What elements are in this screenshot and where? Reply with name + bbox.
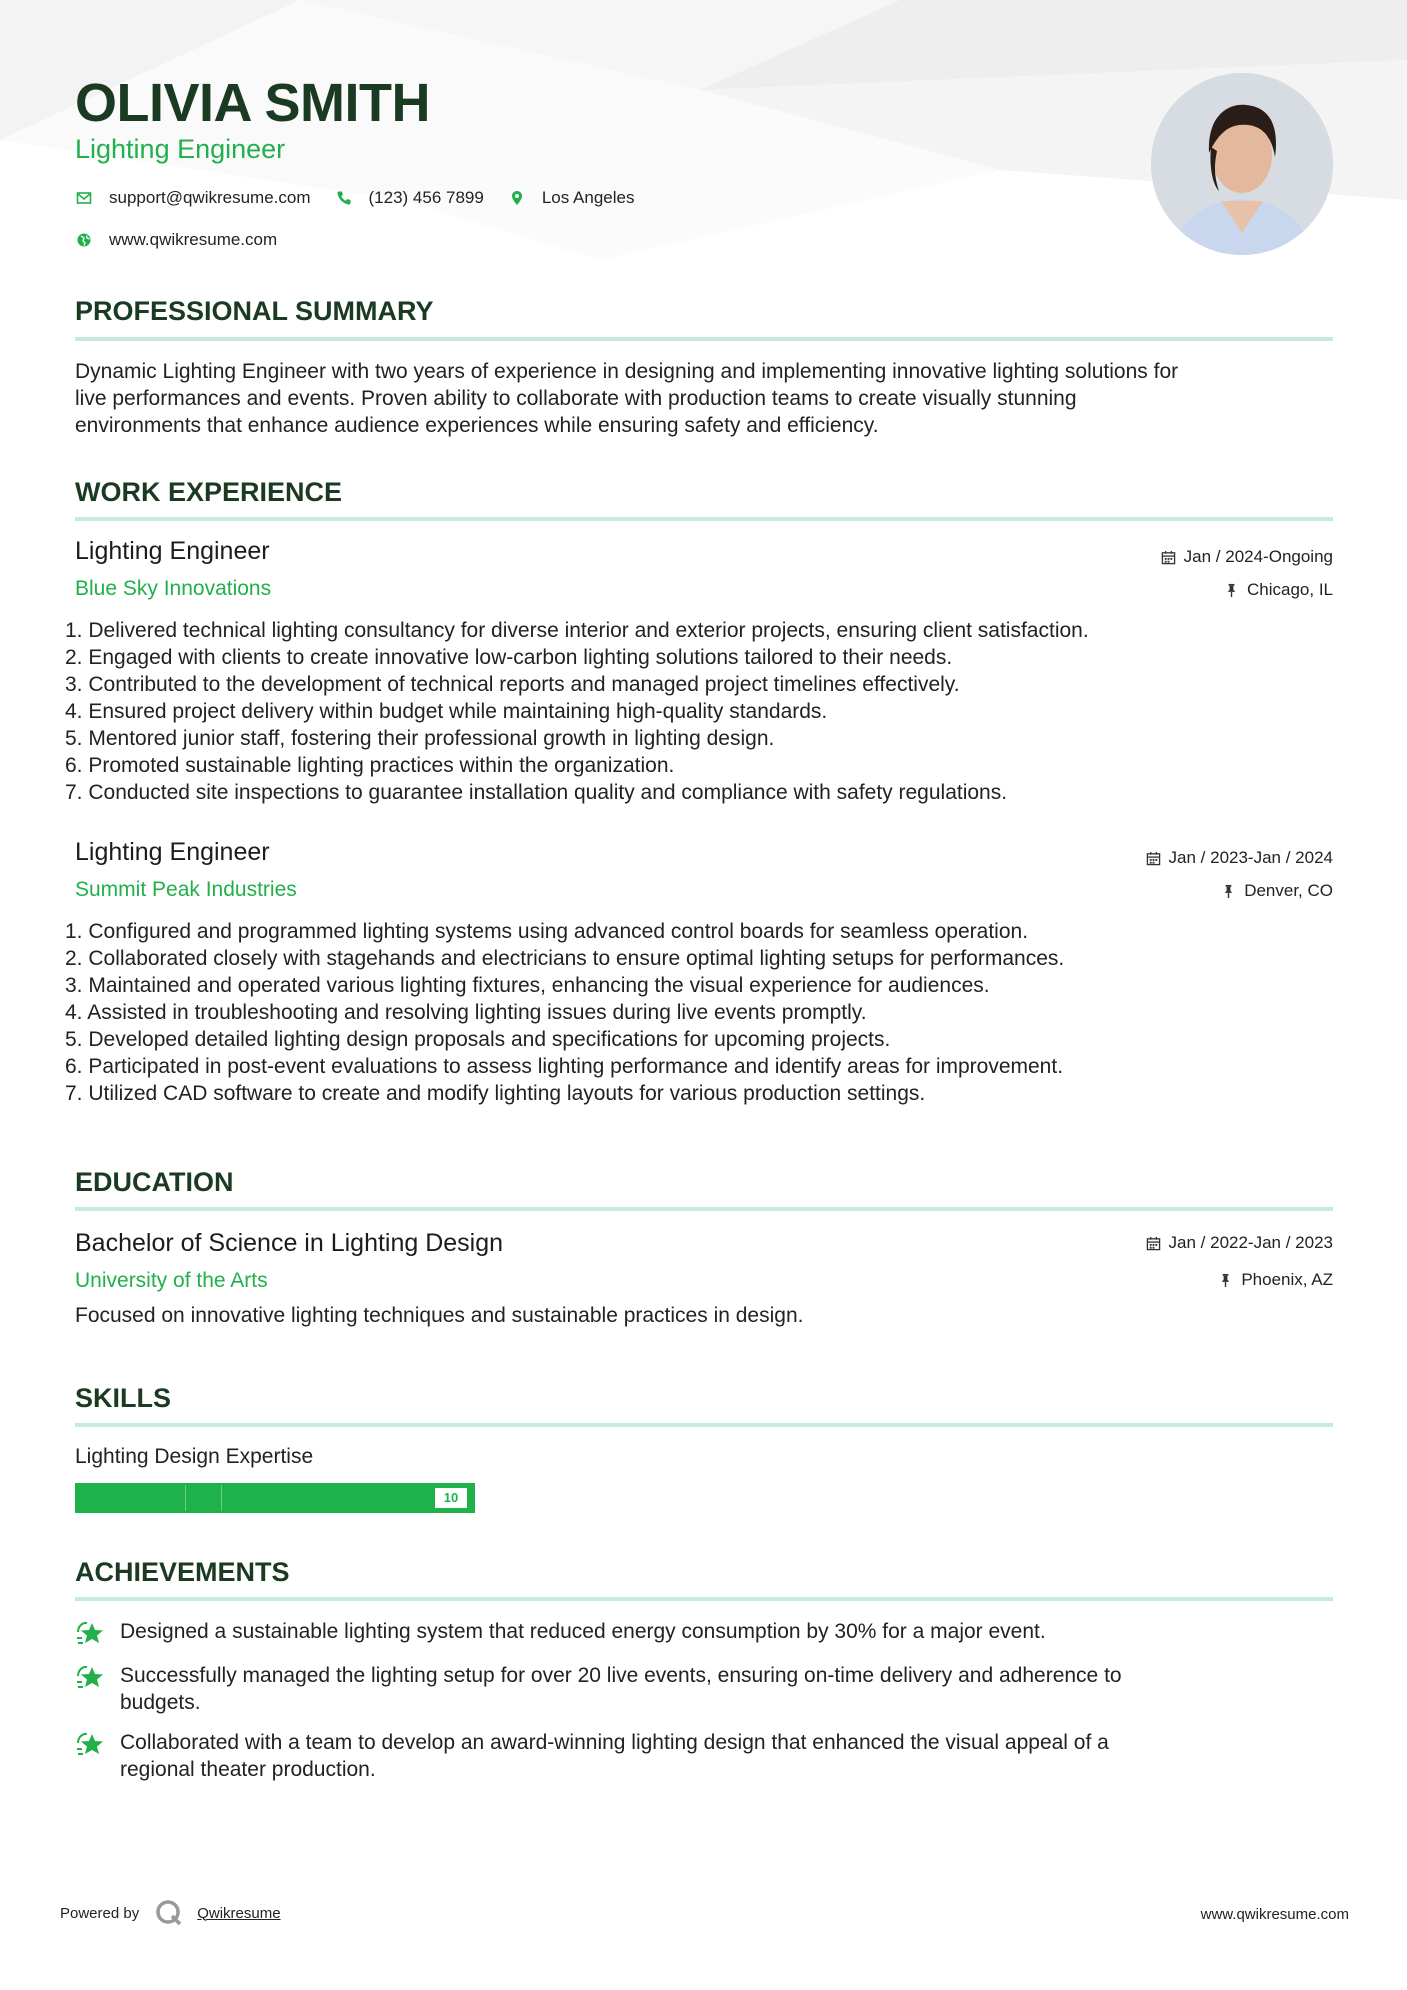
education-dates-text: Jan / 2022-Jan / 2023 — [1168, 1233, 1333, 1252]
list-item: 1. Delivered technical lighting consultancy for diverse interior and exterior projects, ensuring client satisfaction. — [65, 619, 1089, 642]
footer-url[interactable]: www.qwikresume.com — [1200, 1906, 1349, 1923]
job-company: Blue Sky Innovations — [75, 577, 272, 600]
skills-heading: SKILLS — [75, 1383, 172, 1413]
list-item: 1. Configured and programmed lighting systems using advanced control boards for seamless operation. — [65, 920, 1029, 943]
phone-icon — [335, 189, 353, 207]
education-location-text: Phoenix, AZ — [1241, 1270, 1333, 1289]
contact-email[interactable] — [75, 188, 311, 208]
contact-website[interactable] — [75, 230, 277, 250]
summary-line: environments that enhance audience experiences while ensuring safety and efficiency. — [75, 414, 879, 437]
pushpin-icon — [1221, 884, 1236, 899]
contact-location — [508, 188, 635, 208]
calendar-icon — [1146, 1236, 1161, 1251]
education-heading: EDUCATION — [75, 1167, 234, 1197]
website-text: www.qwikresume.com — [109, 230, 278, 249]
job-responsibilities — [65, 918, 1064, 1107]
powered-by-label: Powered by — [60, 1904, 140, 1922]
list-item: 3. Contributed to the development of technical reports and managed project timelines effectively. — [65, 673, 960, 696]
list-item: 4. Assisted in troubleshooting and resolving lighting issues during live events promptly. — [65, 1001, 867, 1024]
star-badge-icon — [75, 1618, 107, 1650]
achievement-text — [120, 1618, 1320, 1645]
job-dates-text: Jan / 2023-Jan / 2024 — [1168, 848, 1333, 867]
skill-level-fill — [77, 1485, 473, 1511]
footer-powered-by — [60, 1898, 281, 1928]
summary-line: Dynamic Lighting Engineer with two years of experience in designing and implementing innovative lighting solutions for — [75, 360, 1179, 383]
phone-text: (123) 456 7899 — [368, 188, 484, 207]
contact-row-secondary — [75, 230, 301, 250]
qwikresume-logo-icon — [154, 1898, 184, 1928]
achievements-divider — [75, 1597, 1333, 1601]
skill-bar-segment — [221, 1485, 222, 1511]
job-role: Lighting Engineer — [75, 537, 270, 565]
list-item: 6. Participated in post-event evaluations to assess lighting performance and identify areas for improvement. — [65, 1055, 1064, 1078]
achievement-line: budgets. — [120, 1691, 201, 1714]
experience-heading: WORK EXPERIENCE — [75, 477, 343, 507]
skill-name: Lighting Design Expertise — [75, 1445, 314, 1468]
list-item: 4. Ensured project delivery within budget while maintaining high-quality standards. — [65, 700, 828, 723]
job-dates — [1161, 547, 1333, 567]
job-responsibilities — [65, 617, 1089, 806]
job-location — [1224, 580, 1333, 600]
job-role: Lighting Engineer — [75, 838, 270, 866]
pushpin-icon — [1224, 583, 1239, 598]
skill-level-badge: 10 — [435, 1488, 467, 1508]
job-dates-text: Jan / 2024-Ongoing — [1183, 547, 1333, 566]
map-pin-icon — [508, 189, 526, 207]
education-description: Focused on innovative lighting techniques and sustainable practices in design. — [75, 1304, 804, 1327]
job-location — [1221, 881, 1333, 901]
education-degree: Bachelor of Science in Lighting Design — [75, 1229, 504, 1257]
summary-divider — [75, 337, 1333, 341]
list-item: 7. Conducted site inspections to guarantee installation quality and compliance with safety regulations. — [65, 781, 1008, 804]
skill-level-bar — [75, 1483, 475, 1513]
calendar-icon — [1146, 851, 1161, 866]
star-badge-icon — [75, 1729, 107, 1761]
education-divider — [75, 1207, 1333, 1211]
summary-heading: PROFESSIONAL SUMMARY — [75, 296, 434, 326]
achievement-item — [75, 1729, 1335, 1783]
pushpin-icon — [1218, 1273, 1233, 1288]
achievement-line: regional theater production. — [120, 1758, 376, 1781]
calendar-icon — [1161, 550, 1176, 565]
education-location — [1218, 1270, 1333, 1290]
summary-line: live performances and events. Proven ability to collaborate with production teams to create visually stunning — [75, 387, 1077, 410]
education-dates — [1146, 1233, 1333, 1253]
job-dates — [1146, 848, 1333, 868]
job-location-text: Denver, CO — [1244, 881, 1333, 900]
location-text: Los Angeles — [541, 188, 635, 207]
list-item: 2. Collaborated closely with stagehands and electricians to ensure optimal lighting setups for performances. — [65, 947, 1065, 970]
list-item: 3. Maintained and operated various lighting fixtures, enhancing the visual experience for audiences. — [65, 974, 990, 997]
experience-divider — [75, 517, 1333, 521]
list-item: 6. Promoted sustainable lighting practices within the organization. — [65, 754, 675, 777]
candidate-name: OLIVIA SMITH — [75, 73, 430, 133]
skill-bar-segment — [185, 1485, 186, 1511]
brand-link[interactable]: Qwikresume — [197, 1904, 281, 1922]
globe-icon — [75, 231, 93, 249]
achievement-line: Collaborated with a team to develop an award-winning lighting design that enhanced the visual appeal of a — [120, 1731, 1109, 1754]
achievement-item — [75, 1662, 1335, 1716]
contact-row-primary — [75, 188, 658, 208]
list-item: 5. Developed detailed lighting design proposals and specifications for upcoming projects. — [65, 1028, 891, 1051]
email-text: support@qwikresume.com — [109, 188, 311, 207]
achievement-line: Designed a sustainable lighting system that reduced energy consumption by 30% for a major event. — [120, 1620, 1046, 1643]
summary-text — [75, 358, 1335, 439]
star-badge-icon — [75, 1662, 107, 1694]
skills-divider — [75, 1423, 1333, 1427]
achievement-line: Successfully managed the lighting setup for over 20 live events, ensuring on-time delivery and adherence to — [120, 1664, 1122, 1687]
envelope-icon — [75, 189, 93, 207]
list-item: 5. Mentored junior staff, fostering their professional growth in lighting design. — [65, 727, 775, 750]
education-school: University of the Arts — [75, 1269, 268, 1292]
list-item: 2. Engaged with clients to create innovative low-carbon lighting solutions tailored to their needs. — [65, 646, 953, 669]
list-item: 7. Utilized CAD software to create and modify lighting layouts for various production settings. — [65, 1082, 926, 1105]
candidate-title: Lighting Engineer — [75, 134, 286, 164]
contact-phone[interactable] — [335, 188, 484, 208]
profile-photo — [1151, 73, 1333, 255]
job-location-text: Chicago, IL — [1247, 580, 1333, 599]
achievement-item — [75, 1618, 1335, 1650]
job-company: Summit Peak Industries — [75, 878, 297, 901]
achievement-text — [120, 1729, 1320, 1783]
achievements-heading: ACHIEVEMENTS — [75, 1557, 290, 1587]
achievement-text — [120, 1662, 1320, 1716]
